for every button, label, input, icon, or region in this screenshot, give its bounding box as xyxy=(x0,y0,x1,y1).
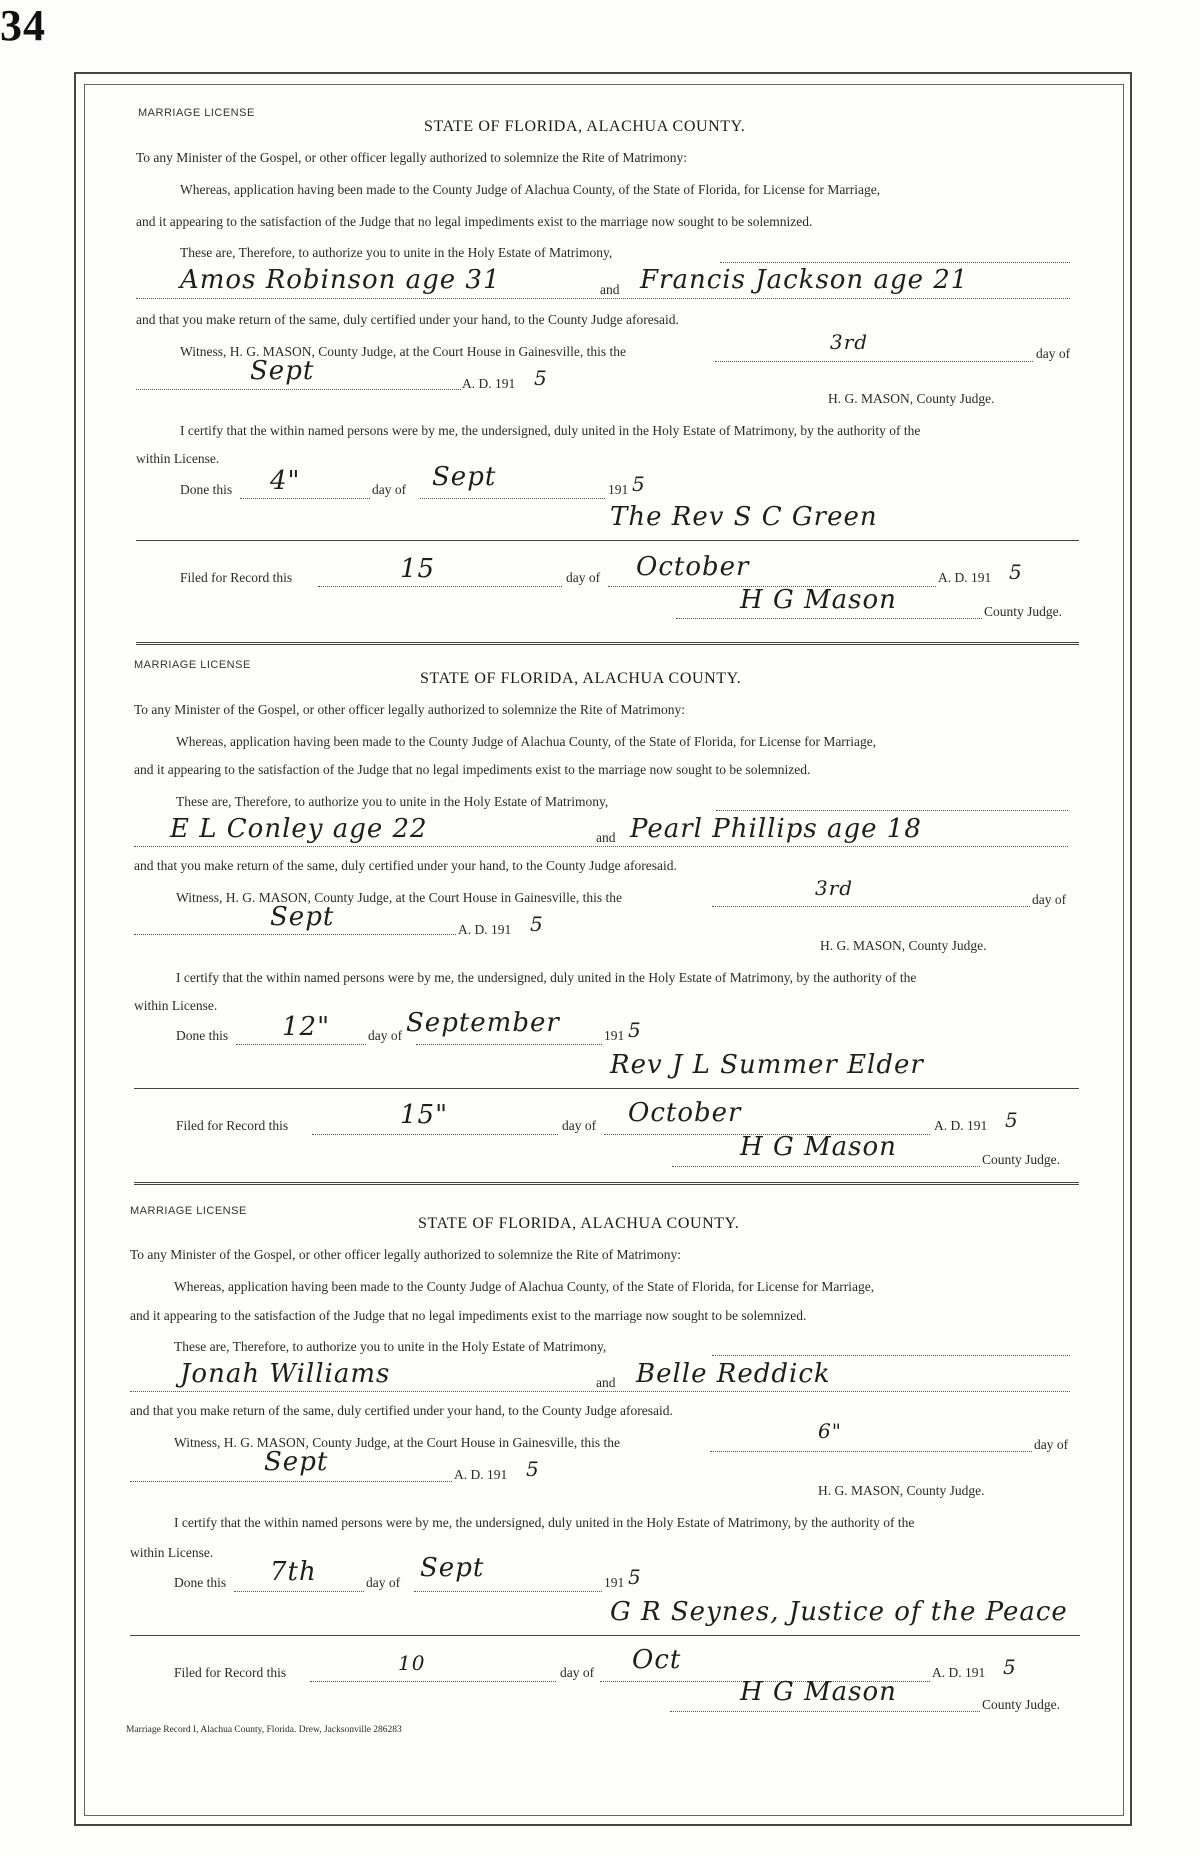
return-line: and that you make return of the same, duly certified under your hand, to the County Judge aforesaid. xyxy=(130,1403,673,1418)
done-month: Sept xyxy=(432,462,497,492)
dotted-fill xyxy=(234,1591,364,1592)
ad-prefix: A. D. 191 xyxy=(932,1665,986,1680)
county-judge-signature: H. G. MASON, County Judge. xyxy=(818,1483,985,1498)
bride-name: Belle Reddick xyxy=(636,1359,831,1389)
dotted-fill xyxy=(130,1391,1070,1392)
county-judge-signature: H. G. MASON, County Judge. xyxy=(820,938,987,953)
filed-year: 5 xyxy=(1003,1655,1017,1679)
dotted-fill xyxy=(236,1044,366,1045)
whereas-line-2: and it appearing to the satisfaction of the Judge that no legal impediments exist to the marriage now sought to be solemnized. xyxy=(136,214,813,229)
done-year: 5 xyxy=(628,1565,642,1589)
state-line: STATE OF FLORIDA, ALACHUA COUNTY. xyxy=(418,1215,740,1232)
witness-month: Sept xyxy=(270,902,335,932)
done-this: Done this xyxy=(180,482,233,497)
and-word: and xyxy=(596,830,616,845)
these-are-line: These are, Therefore, to authorize you to unite in the Holy Estate of Matrimony, xyxy=(174,1339,607,1354)
filed-for-record: Filed for Record this xyxy=(180,570,293,585)
whereas-line-2: and it appearing to the satisfaction of the Judge that no legal impediments exist to the marriage now sought to be solemnized. xyxy=(134,762,811,777)
dotted-fill xyxy=(136,389,461,390)
certify-line-2: within License. xyxy=(134,998,218,1013)
witness-year: 5 xyxy=(534,366,548,390)
dotted-fill xyxy=(712,1355,1070,1356)
filed-day: 10 xyxy=(398,1651,426,1675)
witness-month: Sept xyxy=(264,1447,329,1477)
certify-line-1: I certify that the within named persons were by me, the undersigned, duly united in the Holy Estate of Matrimony, by the authority of the xyxy=(174,1515,915,1530)
marriage-license-record-3 xyxy=(0,1097,1200,1712)
whereas-line-1: Whereas, application having been made to the County Judge of Alachua County, of the State of Florida, for License for Marriage, xyxy=(180,182,881,197)
judge-handwritten-signature: H G Mason xyxy=(740,1132,897,1162)
ad-prefix: A. D. 191 xyxy=(462,376,516,391)
filed-month: October xyxy=(628,1098,742,1128)
return-line: and that you make return of the same, duly certified under your hand, to the County Judge aforesaid. xyxy=(136,312,679,327)
filed-month: Oct xyxy=(632,1645,682,1675)
bride-name: Pearl Phillips age 18 xyxy=(630,814,922,844)
page-number: 34 xyxy=(0,1,46,50)
to-any-line: To any Minister of the Gospel, or other officer legally authorized to solemnize the Rite of Matrimony: xyxy=(130,1247,682,1262)
these-are-line: These are, Therefore, to authorize you to unite in the Holy Estate of Matrimony, xyxy=(180,245,613,260)
dotted-fill xyxy=(240,498,370,499)
separator-line xyxy=(134,1088,1079,1089)
day-of-short: day of xyxy=(372,482,407,497)
year-prefix: 191 xyxy=(604,1028,625,1043)
state-line: STATE OF FLORIDA, ALACHUA COUNTY. xyxy=(420,670,742,687)
county-judge-label: County Judge. xyxy=(982,1152,1061,1167)
done-year: 5 xyxy=(632,472,646,496)
marriage-license-record-2 xyxy=(0,552,1200,1167)
officiant-signature: The Rev S C Green xyxy=(610,502,878,532)
day-of-short: day of xyxy=(566,570,601,585)
dotted-fill xyxy=(420,498,605,499)
dotted-fill xyxy=(414,1591,602,1592)
dotted-fill xyxy=(720,262,1070,263)
groom-name: Amos Robinson age 31 xyxy=(180,265,501,295)
witness-day: 6" xyxy=(818,1419,842,1443)
dotted-fill xyxy=(134,846,1068,847)
done-month: September xyxy=(406,1008,560,1038)
officiant-signature: Rev J L Summer Elder xyxy=(610,1050,924,1080)
and-word: and xyxy=(600,282,620,297)
dotted-fill xyxy=(670,1711,980,1712)
filed-for-record: Filed for Record this xyxy=(174,1665,287,1680)
done-year: 5 xyxy=(628,1018,642,1042)
certify-line-2: within License. xyxy=(130,1545,214,1560)
dotted-fill xyxy=(712,906,1030,907)
groom-name: Jonah Williams xyxy=(180,1359,391,1389)
these-are-line: These are, Therefore, to authorize you to unite in the Holy Estate of Matrimony, xyxy=(176,794,609,809)
day-of-short: day of xyxy=(562,1118,597,1133)
ad-prefix: A. D. 191 xyxy=(454,1467,508,1482)
to-any-line: To any Minister of the Gospel, or other officer legally authorized to solemnize the Rite of Matrimony: xyxy=(136,150,688,165)
dotted-fill xyxy=(130,1481,452,1482)
done-month: Sept xyxy=(420,1553,485,1583)
judge-handwritten-signature: H G Mason xyxy=(740,1677,897,1707)
whereas-line-2: and it appearing to the satisfaction of the Judge that no legal impediments exist to the marriage now sought to be solemnized. xyxy=(130,1308,807,1323)
day-of: day of xyxy=(1032,892,1067,907)
done-day: 4" xyxy=(270,466,301,496)
filed-month: October xyxy=(636,552,750,582)
state-line: STATE OF FLORIDA, ALACHUA COUNTY. xyxy=(424,118,746,135)
dotted-fill xyxy=(136,298,1070,299)
day-of-short: day of xyxy=(366,1575,401,1590)
day-of: day of xyxy=(1036,346,1071,361)
filed-day: 15 xyxy=(400,554,436,584)
county-judge-label: County Judge. xyxy=(982,1697,1061,1712)
witness-day: 3rd xyxy=(830,330,869,354)
certify-line-1: I certify that the within named persons were by me, the undersigned, duly united in the Holy Estate of Matrimony, by the authority of the xyxy=(176,970,917,985)
marriage-license-record-1 xyxy=(0,0,1200,619)
dotted-fill xyxy=(310,1681,556,1682)
witness-month: Sept xyxy=(250,356,315,386)
to-any-line: To any Minister of the Gospel, or other officer legally authorized to solemnize the Rite of Matrimony: xyxy=(134,702,686,717)
separator-line xyxy=(130,1635,1080,1636)
dotted-fill xyxy=(710,1451,1032,1452)
witness-year: 5 xyxy=(530,912,544,936)
witness-line: Witness, H. G. MASON, County Judge, at the Court House in Gainesville, this the xyxy=(174,1435,621,1450)
dotted-fill xyxy=(715,361,1033,362)
ad-prefix: A. D. 191 xyxy=(938,570,992,585)
witness-line: Witness, H. G. MASON, County Judge, at the Court House in Gainesville, this the xyxy=(180,344,627,359)
year-prefix: 191 xyxy=(608,482,629,497)
separator-line xyxy=(136,540,1079,541)
filed-day: 15" xyxy=(400,1100,449,1130)
judge-handwritten-signature: H G Mason xyxy=(740,585,897,615)
witness-line: Witness, H. G. MASON, County Judge, at the Court House in Gainesville, this the xyxy=(176,890,623,905)
header-label: MARRIAGE LICENSE xyxy=(130,1205,247,1217)
header-label: MARRIAGE LICENSE xyxy=(134,659,251,671)
done-day: 12" xyxy=(282,1012,331,1042)
whereas-line-1: Whereas, application having been made to the County Judge of Alachua County, of the State of Florida, for License for Marriage, xyxy=(174,1279,875,1294)
witness-year: 5 xyxy=(526,1457,540,1481)
filed-year: 5 xyxy=(1005,1108,1019,1132)
and-word: and xyxy=(596,1375,616,1390)
bride-name: Francis Jackson age 21 xyxy=(640,265,969,295)
day-of-short: day of xyxy=(560,1665,595,1680)
county-judge-signature: H. G. MASON, County Judge. xyxy=(828,391,995,406)
year-prefix: 191 xyxy=(604,1575,625,1590)
done-this: Done this xyxy=(176,1028,229,1043)
filed-for-record: Filed for Record this xyxy=(176,1118,289,1133)
dotted-fill xyxy=(716,810,1068,811)
day-of-short: day of xyxy=(368,1028,403,1043)
dotted-fill xyxy=(416,1044,602,1045)
dotted-fill xyxy=(134,934,456,935)
footer-printer-line: Marriage Record I, Alachua County, Florida. Drew, Jacksonville 286283 xyxy=(126,1725,402,1735)
filed-year: 5 xyxy=(1009,560,1023,584)
officiant-signature: G R Seynes, Justice of the Peace xyxy=(610,1597,1068,1627)
groom-name: E L Conley age 22 xyxy=(170,814,428,844)
done-this: Done this xyxy=(174,1575,227,1590)
day-of: day of xyxy=(1034,1437,1069,1452)
return-line: and that you make return of the same, duly certified under your hand, to the County Judge aforesaid. xyxy=(134,858,677,873)
certify-line-2: within License. xyxy=(136,451,220,466)
witness-day: 3rd xyxy=(815,876,854,900)
ad-prefix: A. D. 191 xyxy=(934,1118,988,1133)
ad-prefix: A. D. 191 xyxy=(458,922,512,937)
certify-line-1: I certify that the within named persons were by me, the undersigned, duly united in the Holy Estate of Matrimony, by the authority of the xyxy=(180,423,921,438)
county-judge-label: County Judge. xyxy=(984,604,1063,619)
whereas-line-1: Whereas, application having been made to the County Judge of Alachua County, of the State of Florida, for License for Marriage, xyxy=(176,734,877,749)
done-day: 7th xyxy=(270,1557,317,1587)
header-label: MARRIAGE LICENSE xyxy=(138,107,255,119)
